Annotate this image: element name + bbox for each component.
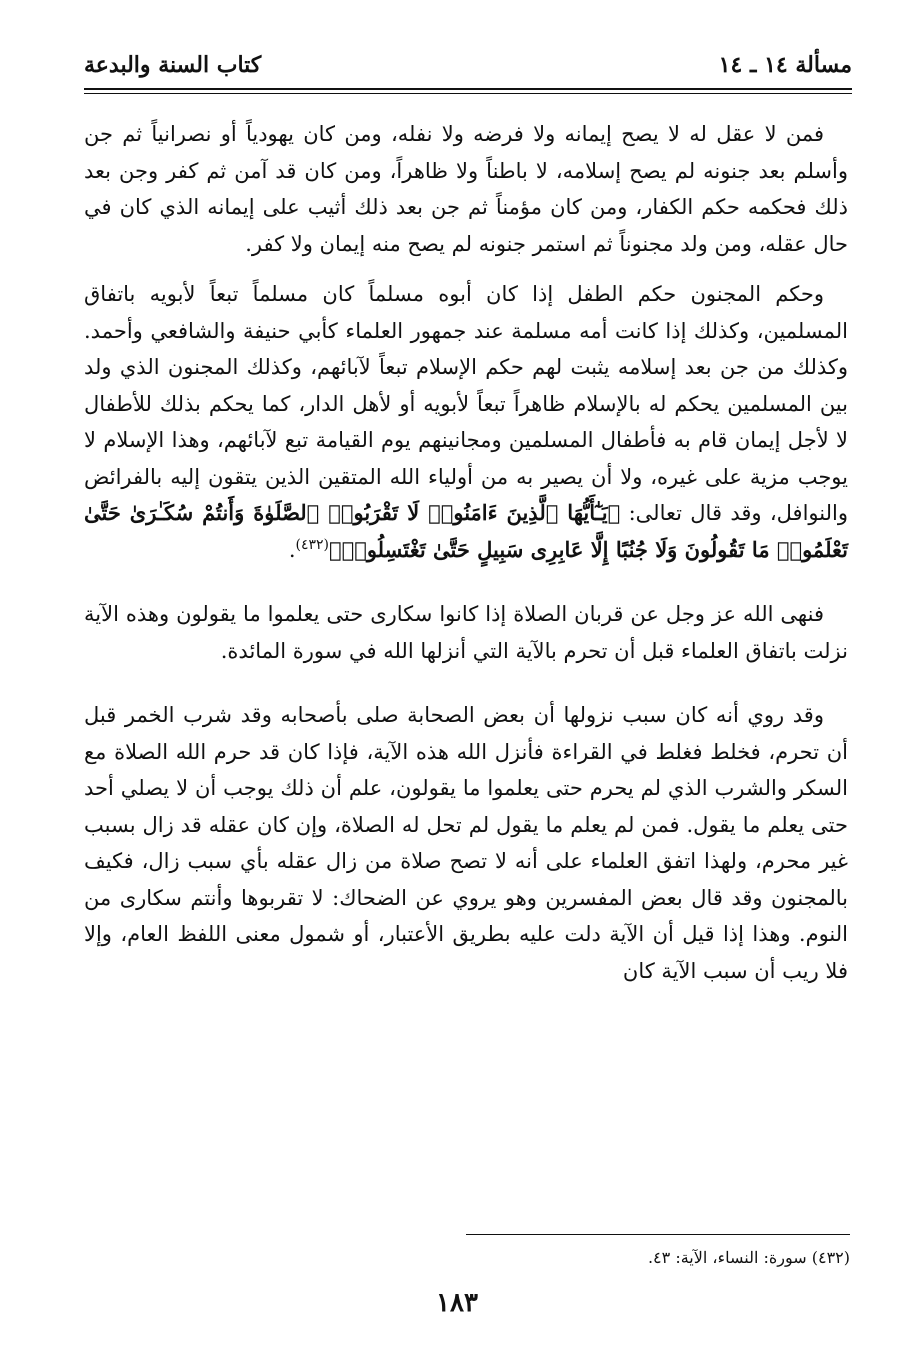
page-number: ١٨٣ <box>436 1288 478 1318</box>
issue-number: مسألة ١٤ ـ ١٤ <box>718 52 852 78</box>
footnote: (٤٣٢) سورة: النساء، الآية: ٤٣. <box>647 1248 850 1267</box>
running-header <box>84 52 852 92</box>
paragraph-1: فمن لا عقل له لا يصح إيمانه ولا فرضه ولا نفله، ومن كان يهودياً أو نصرانياً ثم جن وأسلم بعد جنونه لم يصح إسلامه، لا باطناً ولا ظاهراً، ومن كان قد آمن ثم كفر وجن بعد ذلك فحكمه حكم الكفار، ومن كان مؤمناً ثم جن بعد ذلك أثيب على إيمانه الذي كان في حال عقله، ومن ولد مجنوناً ثم استمر جنونه لم يصح منه إيمان ولا كفر. <box>84 122 848 256</box>
quran-verse: ﴿يَـٰٓأَيُّهَا ٱلَّذِينَ ءَامَنُوا۟ لَا تَقْرَبُوا۟ ٱلصَّلَوٰةَ وَأَنتُمْ سُكَـٰرَىٰ حَتَّىٰ تَعْلَمُوا۟ مَا تَقُولُونَ وَلَا جُنُبًا إِلَّا عَابِرِى سَبِيلٍ حَتَّىٰ تَغْتَسِلُوا۟﴾ <box>84 500 848 562</box>
paragraph-3: فنهى الله عز وجل عن قربان الصلاة إذا كانوا سكارى حتى يعلموا ما يقولون وهذه الآية نزلت باتفاق العلماء قبل أن تحرم بالآية التي أنزلها الله في سورة المائدة. <box>84 602 848 663</box>
paragraph-2: وحكم المجنون حكم الطفل إذا كان أبوه مسلماً كان مسلماً تبعاً لأبويه باتفاق المسلمين، وكذلك إذا كانت أمه مسلمة عند جمهور العلماء كأبي حنيفة والشافعي وأحمد. وكذلك من جن بعد إسلامه يثبت لهم حكم الإسلام تبعاً لآبائهم، وكذلك المجنون الذي ولد بين المسلمين يحكم له بالإسلام ظاهراً تبعاً لأبويه أو لأهل الدار، كما يحكم بذلك للأطفال لا لأجل إيمان قام به فأطفال المسلمين ومجانينهم يوم القيامة تبع لآبائهم، وهذا الإسلام لا يوجب مزية على غيره، ولا أن يصير به من أولياء الله المتقين الذين يتقون إليه بالفرائض والنوافل، وقد قال تعالى: ﴿يَـٰٓأَيُّهَا ٱلَّذِينَ ءَامَنُوا۟ لَا تَقْرَبُوا۟ ٱلصَّلَوٰةَ وَأَنتُمْ سُكَـٰرَىٰ حَتَّىٰ تَعْلَمُوا۟ مَا تَقُولُونَ وَلَا جُنُبًا إِلَّا عَابِرِى سَبِيلٍ حَتَّىٰ تَغْتَسِلُوا۟﴾$^{(٤٣٢)}$. <box>84 282 848 562</box>
main-text <box>84 116 848 989</box>
paragraph-4: وقد روي أنه كان سبب نزولها أن بعض الصحابة صلى بأصحابه وقد شرب الخمر قبل أن تحرم، فخلط فغلط في القراءة فأنزل الله هذه الآية، فإذا كان قد حرم الله الصلاة مع السكر والشرب الذي لم يحرم حتى يعلموا ما يقولون، علم أن ذلك يوجب أن لا يصلي أحد حتى يعلم ما يقول. فمن لم يعلم ما يقول لم تحل له الصلاة، وإن كان عقله قد زال بسبب غير محرم، ولهذا اتفق العلماء على أنه لا تصح صلاة من زال عقله بأي سبب زال، فكيف بالمجنون وقد قال بعض المفسرين وهو يروي عن الضحاك: لا تقربوها وأنتم سكارى من النوم. وهذا إذا قيل أن الآية دلت عليه بطريق الأعتبار، أو شمول معنى اللفظ العام، وإلا فلا ريب أن سبب الآية كان <box>84 703 849 983</box>
book-title: كتاب السنة والبدعة <box>84 52 262 78</box>
header-rule <box>84 88 852 94</box>
footnote-reference: (٤٣٢) <box>295 536 330 553</box>
footnote-divider <box>466 1234 850 1235</box>
paragraph-2-text: وحكم المجنون حكم الطفل إذا كان أبوه مسلماً كان مسلماً تبعاً لأبويه باتفاق المسلمين، وكذلك إذا كانت أمه مسلمة عند جمهور العلماء كأبي حنيفة والشافعي وأحمد. وكذلك من جن بعد إسلامه يثبت لهم حكم الإسلام تبعاً لآبائهم، وكذلك المجنون الذي ولد بين المسلمين يحكم له بالإسلام ظاهراً تبعاً لأبويه أو لأهل الدار، كما يحكم بذلك للأطفال لا لأجل إيمان قام به فأطفال المسلمين ومجانينهم يوم القيامة تبع لآبائهم، وهذا الإسلام لا يوجب مزية على غيره، ولا أن يصير به من أولياء الله المتقين الذين يتقون إليه بالفرائض والنوافل، وقد قال تعالى: <box>84 282 848 525</box>
